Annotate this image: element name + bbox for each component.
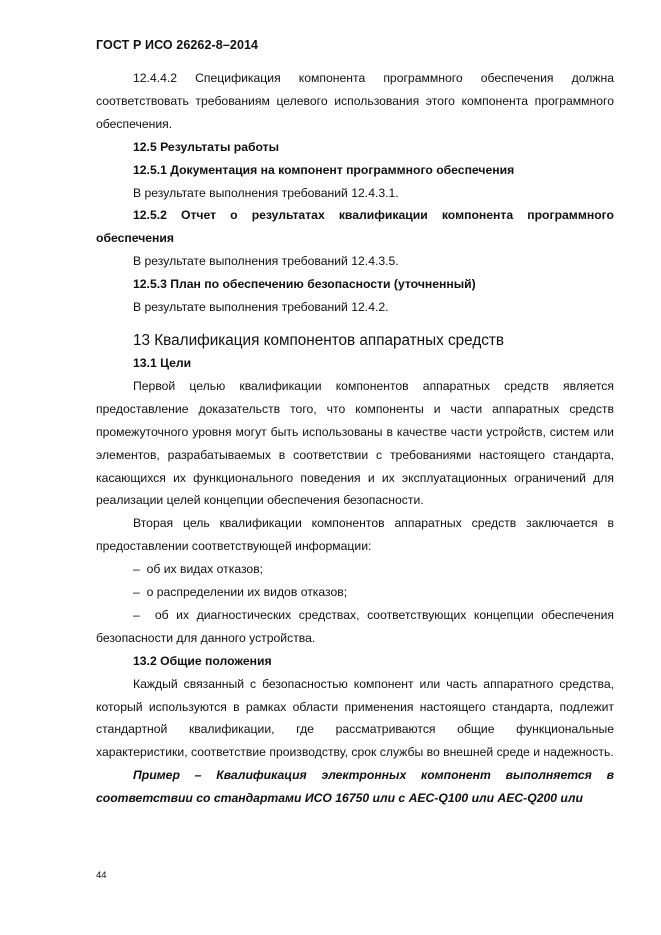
paragraph-12-4-4-2: 12.4.4.2 Спецификация компонента программного обеспечения должна соответствовать требованиям целевого использования этого компонента программного обеспечения. [96, 71, 614, 131]
list-item [96, 558, 614, 581]
heading-12-5-3: 12.5.3 План по обеспечению безопасности (уточненный) [133, 277, 476, 292]
paragraph-13-1-first-goal: Первой целью квалификации компонентов аппаратных средств является предоставление доказательств того, что компоненты и части аппаратных средств промежуточного уровня могут быть использованы в качестве части устройств, систем или элементов, разрабатываемых в соответствии с требованиями настоящего стандарта, касающихся их функционального поведения и их эксплуатационных ограничений для реализации целей концепции обеспечения безопасности. [96, 378, 614, 508]
list-item-text: об их диагностических средствах, соответствующих концепции обеспечения безопасности для данного устройства. [96, 607, 614, 645]
list-item [96, 604, 614, 650]
heading-13-2: 13.2 Общие положения [133, 653, 272, 668]
example-note: Пример – Квалификация электронных компонент выполняется в соответствии со стандартами ИСО 16750 или с AEC-Q100 или AEC-Q200 или [96, 768, 614, 806]
heading-13: 13 Квалификация компонентов аппаратных средств [133, 331, 505, 349]
heading-12-5-1: 12.5.1 Документация на компонент программного обеспечения [133, 162, 515, 177]
list-item [96, 581, 614, 604]
paragraph-12-5-2: В результате выполнения требований 12.4.3.5. [133, 254, 399, 269]
page-number: 44 [96, 870, 107, 881]
paragraph-13-2: Каждый связанный с безопасностью компонент или часть аппаратного средства, который используются в рамках области применения настоящего стандарта, подлежит стандартной квалификации, где рассматриваются общие функциональные характеристики, соответствие производству, срок службы во внешней среде и надежность. [96, 676, 614, 760]
heading-12-5: 12.5 Результаты работы [133, 139, 280, 154]
heading-13-1: 13.1 Цели [133, 355, 192, 370]
list-item-text: о распределении их видов отказов; [146, 585, 348, 600]
paragraph-13-1-second-goal: Вторая цель квалификации компонентов аппаратных средств заключается в предоставлении соответствующей информации: [96, 516, 614, 554]
paragraph-12-5-1: В результате выполнения требований 12.4.3.1. [133, 185, 399, 200]
list-item-text: об их видах отказов; [146, 562, 264, 577]
list-dash: – [133, 607, 140, 622]
list-dash: – [133, 562, 140, 577]
document-header: ГОСТ Р ИСО 26262-8–2014 [96, 38, 259, 52]
document-body [96, 67, 614, 810]
section-spacer [96, 319, 614, 330]
heading-12-5-2: 12.5.2 Отчет о результатах квалификации компонента программного обеспечения [96, 208, 614, 246]
list-dash: – [133, 585, 140, 600]
paragraph-12-5-3: В результате выполнения требований 12.4.2. [133, 300, 389, 315]
